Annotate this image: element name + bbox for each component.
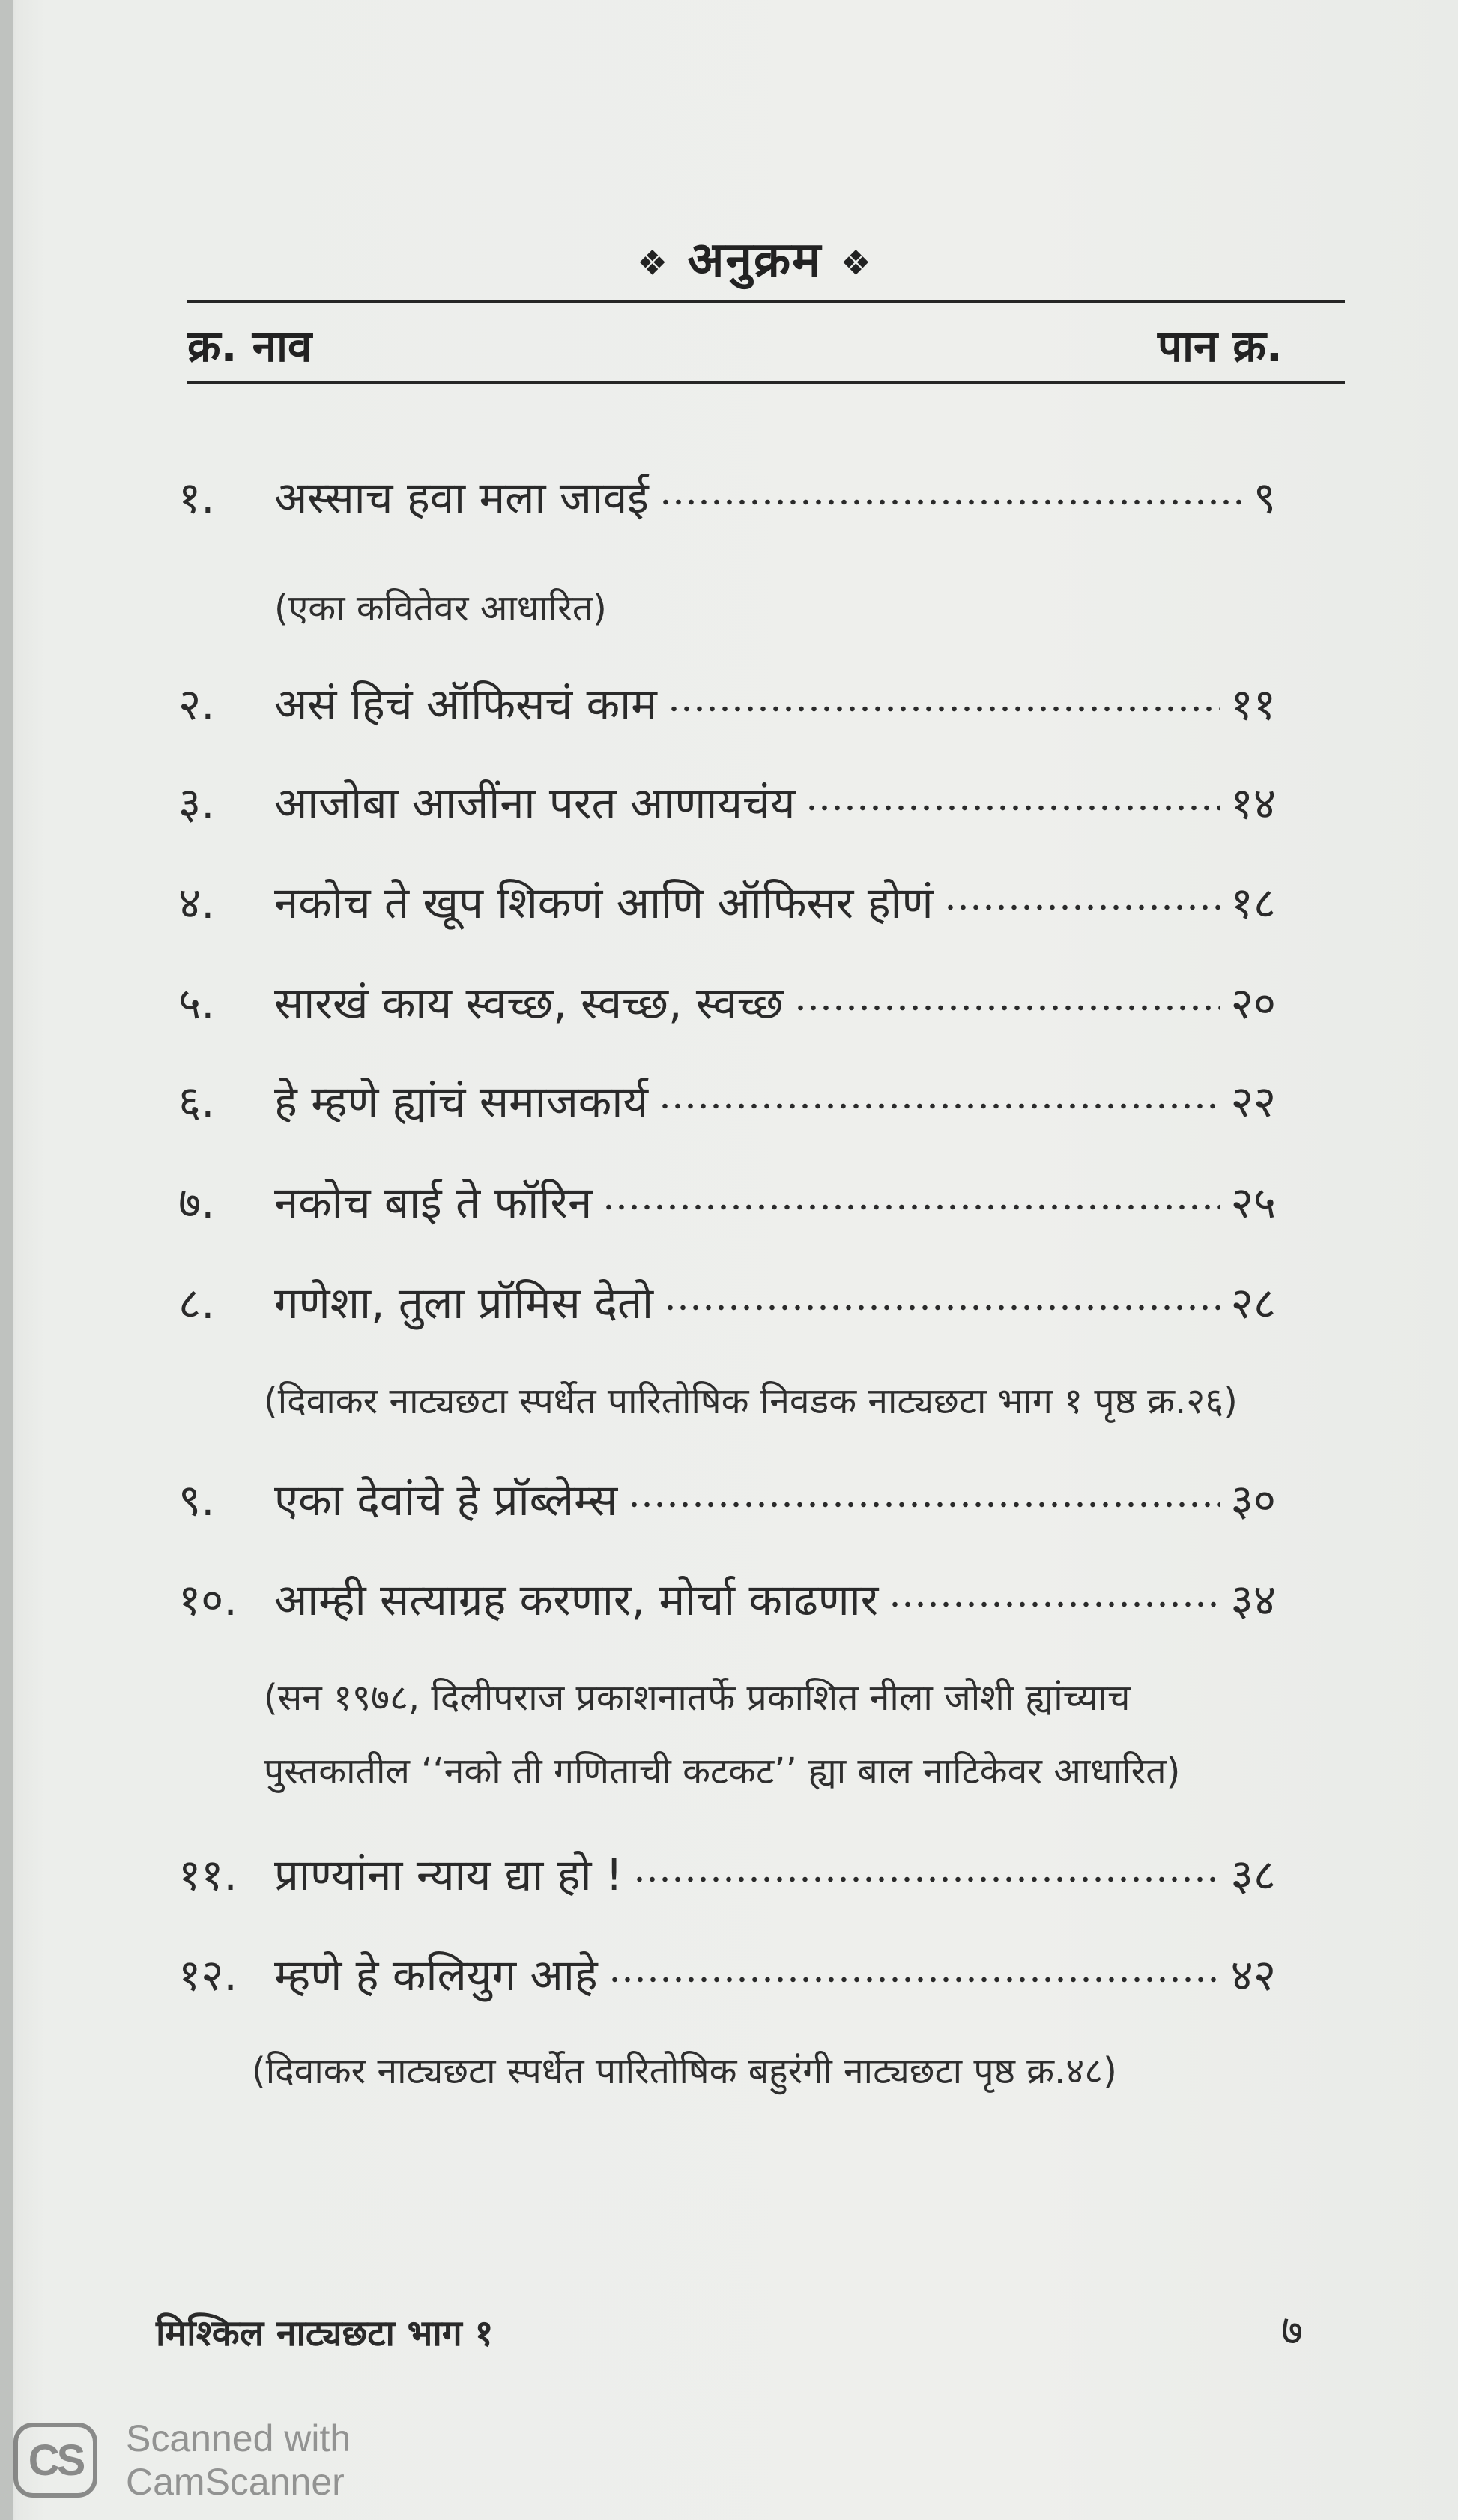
leader-dots [608,1977,1220,1983]
leader-dots [602,1204,1220,1210]
entry-title: गणेशा, तुला प्रॉमिस देतो [274,1278,654,1329]
title-text: अनुक्रम [687,232,823,288]
entry-title: असं हिचं ऑफिसचं काम [274,679,657,730]
entry-number: ७. [178,1177,215,1228]
entry-page: २८ [1230,1278,1276,1329]
watermark-line-2: CamScanner [126,2461,345,2503]
entry-number: २. [178,679,215,730]
leader-dots [659,1103,1220,1109]
entry-number: ३. [178,778,215,829]
entry-number: १२. [178,1950,238,2001]
entry-page: ३४ [1230,1574,1276,1625]
leader-dots [794,1005,1220,1011]
toc-entry-7 [178,1171,1276,1231]
toc-entry-11 [178,1843,1276,1903]
header-right: पान क्र. [1158,321,1283,372]
entry-note-12: (दिवाकर नाट्यछटा स्पर्धेत पारितोषिक बहुरंगी नाट्यछटा पृष्ठ क्र.४८) [252,2050,1117,2092]
toc-entry-5 [178,972,1276,1032]
footer-book-title: मिश्किल नाट्यछटा भाग १ [156,2312,494,2354]
entry-number: ४. [178,877,215,928]
entry-title: म्हणे हे कलियुग आहे [274,1950,598,2001]
header-bottom-rule [187,381,1345,384]
page-title [637,225,873,290]
entry-page: १४ [1230,778,1276,829]
leader-dots [628,1502,1220,1508]
entry-number: १०. [178,1574,238,1625]
entry-note-10a: (सन १९७८, दिलीपराज प्रकाशनातर्फे प्रकाशित नीला जोशी ह्यांच्याच [264,1677,1131,1719]
entry-page: १८ [1230,877,1276,928]
entry-number: ५. [178,978,215,1029]
entry-number: ८. [178,1278,215,1329]
entry-note-1: (एका कवितेवर आधारित) [274,587,607,629]
entry-note-8: (दिवाकर नाट्यछटा स्पर्धेत पारितोषिक निवडक नाट्यछटा भाग १ पृष्ठ क्र.२६) [264,1380,1238,1422]
entry-title: आजोबा आजींना परत आणायचंय [274,778,796,829]
footer-page-number: ७ [1281,2306,1304,2355]
entry-note-10b: पुस्तकातील ‘‘नको ती गणिताची कटकट’’ ह्या बाल नाटिकेवर आधारित) [264,1750,1181,1792]
toc-entry-9 [178,1469,1276,1529]
entry-title: अस्साच हवा मला जावई [274,472,649,523]
entry-page: ३८ [1230,1849,1276,1900]
entry-title: नकोच बाई ते फॉरिन [274,1177,593,1228]
leader-dots [664,1305,1220,1311]
entry-title: सारखं काय स्वच्छ, स्वच्छ, स्वच्छ [274,978,784,1029]
entry-page: ९ [1253,472,1276,523]
camscanner-watermark [13,2417,351,2504]
toc-entry-1 [178,466,1276,526]
toc-entry-2 [178,673,1276,733]
header-top-rule [187,300,1345,303]
leader-dots [944,904,1220,910]
header-left: क्र. नाव [187,321,312,372]
leader-dots [805,805,1220,811]
toc-entry-12 [178,1944,1276,2004]
watermark-text [126,2417,351,2504]
entry-title: प्राण्यांना न्याय द्या हो ! [274,1849,623,1900]
ornament-right-icon: ❖ [840,242,873,283]
page-edge [0,0,13,2520]
ornament-left-icon: ❖ [637,242,670,283]
entry-number: १. [178,472,215,523]
camscanner-logo-icon: CS [13,2423,97,2498]
toc-entry-8 [178,1272,1276,1332]
entry-page: २५ [1230,1177,1276,1228]
entry-page: २० [1230,978,1276,1029]
leader-dots [659,499,1243,505]
entry-page: २२ [1230,1076,1276,1127]
entry-title: नकोच ते खूप शिकणं आणि ऑफिसर होणं [274,877,934,928]
entry-title: हे म्हणे ह्यांचं समाजकार्य [274,1076,649,1127]
entry-page: ३० [1230,1475,1276,1526]
entry-number: ६. [178,1076,215,1127]
leader-dots [668,706,1220,712]
entry-number: ११. [178,1849,238,1900]
leader-dots [889,1601,1220,1607]
toc-entry-4 [178,871,1276,931]
entry-page: ११ [1230,679,1276,730]
leader-dots [633,1876,1220,1882]
watermark-line-1: Scanned with [126,2417,351,2459]
entry-page: ४२ [1230,1950,1276,2001]
entry-title: आम्ही सत्याग्रह करणार, मोर्चा काढणार [274,1574,879,1625]
toc-entry-3 [178,772,1276,832]
entry-title: एका देवांचे हे प्रॉब्लेम्स [274,1475,618,1526]
toc-entry-10 [178,1568,1276,1628]
entry-number: ९. [178,1475,215,1526]
toc-entry-6 [178,1070,1276,1130]
